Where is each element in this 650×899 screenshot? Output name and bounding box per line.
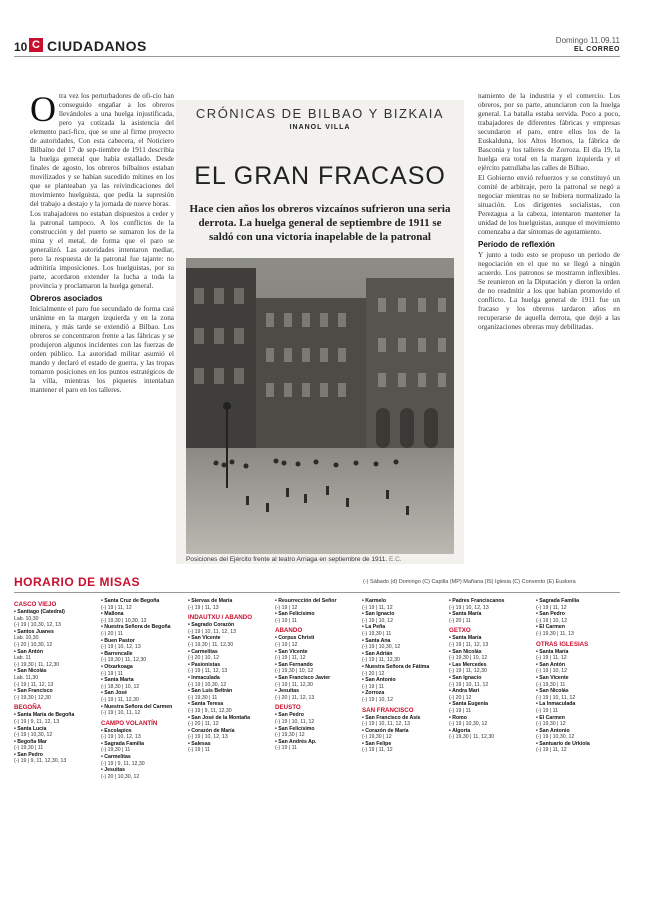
mass-times: (-) 19 | 11, 12, 13 <box>449 641 489 648</box>
byline: INANOL VILLA <box>289 124 351 131</box>
mass-church-name: • Santa Marta <box>101 677 134 684</box>
mass-church-name: • Carmelitas <box>188 648 218 655</box>
mass-church-entry <box>536 624 618 637</box>
mass-church-name: • El Carmen <box>536 624 565 631</box>
mass-times: (-) 19 | 10,30, 12 <box>14 732 53 739</box>
mass-schedule-rule <box>14 592 620 593</box>
mass-times: (-) 20 | 10, 12 <box>188 655 220 662</box>
mass-church-name: • Nuestra Señora del Carmen <box>101 703 173 710</box>
mass-church-entry <box>275 649 357 662</box>
mass-church-name: • Corpus Christi <box>275 635 315 642</box>
mass-church-name: • Santos Juanes <box>14 628 54 635</box>
mass-church-entry <box>449 649 531 662</box>
mass-times: (-) 19 | 10, 11, 12, 13 <box>362 721 410 728</box>
mass-church-entry <box>536 728 618 741</box>
mass-church-entry <box>362 611 444 624</box>
mass-times: Lab. 10,30 <box>14 615 39 622</box>
mass-church-entry <box>275 688 357 701</box>
mass-church-name: • San Ignacio <box>362 611 395 618</box>
page-number: 10 <box>14 40 28 54</box>
mass-church-name: • Jesuitas <box>101 767 126 774</box>
mass-times: (-) 19 | 11, 12,30 <box>362 657 400 664</box>
mass-times: (-) 19 | 10, 11, 12, 13 <box>188 628 236 635</box>
mass-times: (-) 19 | 11, 12 <box>536 655 567 662</box>
mass-times: (-) 19 | 10, 11, 12 <box>536 694 576 701</box>
mass-times: (-) 19 | 10, 12, 13 <box>188 734 228 741</box>
mass-church-entry <box>449 715 531 728</box>
deck: Hace cien años los obreros vizcaínos sufrieron una seria derrota. La huelga general de septiembre de 1911 se saldó con una victoria inapelable de la patronal <box>189 203 451 243</box>
mass-church-entry <box>188 649 270 662</box>
mass-church-entry <box>536 715 618 728</box>
mass-church-name: • San Francisco de Asís <box>362 714 421 721</box>
mass-church-entry <box>101 754 183 767</box>
headline: EL GRAN FRACASO <box>194 162 446 190</box>
mass-times: Lab. 10,30 <box>14 635 39 642</box>
mass-times: (-) 19,30 | 11 <box>362 630 392 637</box>
mass-church-entry <box>449 675 531 688</box>
mass-church-entry <box>14 752 96 765</box>
mass-church-entry <box>188 688 270 701</box>
historic-photo <box>186 258 454 554</box>
mass-church-name: • La Peña <box>362 624 386 631</box>
mass-times: (-) 18,30 | 10, 12 <box>101 683 140 690</box>
mass-church-entry <box>536 662 618 675</box>
mass-church-entry <box>14 629 96 642</box>
header-rule <box>14 56 620 57</box>
mass-times: (-) 19,30 | 11, 13 <box>536 630 574 637</box>
mass-times: (-) 19 | 10, 12 <box>362 696 394 703</box>
mass-church-name: • Santa Lucía <box>14 725 47 732</box>
mass-church-entry <box>449 635 531 648</box>
mass-church-entry <box>188 622 270 635</box>
mass-church-entry <box>536 701 618 714</box>
mass-times: (-) 19 | 12 <box>275 604 298 611</box>
mass-church-name: • San Pedro <box>536 611 565 618</box>
mass-zone-heading: GETXO <box>449 627 471 635</box>
mass-times: (-) 19,30 | 10,30, 12 <box>101 617 147 624</box>
mass-times: (-) 19 | 11, 12,30 <box>449 668 487 675</box>
mass-times: (-) 19 | 10, 12, 13 <box>101 644 141 651</box>
mass-church-name: • San José de la Montaña <box>188 714 251 721</box>
mass-church-entry <box>14 642 96 649</box>
article-body: Inicialmente el paro fue secundado de forma casi unánime en la margen izquierda y en la zona minera, y más tarde se extendió a Bilbao. Los obreros se concentraron frente a las fábricas y se produjeron algunos incidentes con las fuerzas de orden público. La autoridad militar asumió el mando y declaró el estado de guerra, y las tropas tomaron posiciones en los puntos estratégicos de la villa, mientras los piquetes intentaban mantener el paro en los talleres. <box>30 305 174 394</box>
section-logo: C <box>29 38 43 52</box>
mass-church-name: • San Felicísimo <box>275 725 315 732</box>
mass-times: (-) 19 | 10,30, 12 <box>449 721 488 728</box>
mass-times: (-) 19 | 9, 11, 12,30 <box>188 707 232 714</box>
mass-times: (-) 20 | 11, 12 <box>188 721 219 728</box>
mass-times: (-) 19,30 | 11, 12,30 <box>14 661 60 668</box>
mass-times: (-) 19 | 11 <box>275 617 298 624</box>
mass-zone-heading: CAMPO VOLANTÍN <box>101 719 158 727</box>
mass-church-name: • San Ignacio <box>449 674 482 681</box>
mass-church-entry <box>275 635 357 648</box>
mass-times: (-) 19 | 10, 12 <box>536 617 568 624</box>
historic-photo-illustration <box>186 258 454 554</box>
mass-church-entry <box>188 598 270 611</box>
mass-church-name: • El Carmen <box>536 714 565 721</box>
mass-church-name: • San Adrián <box>362 650 393 657</box>
mass-times: (-) 19 | 10, 12 <box>536 668 568 675</box>
mass-church-name: • Karmelo <box>362 598 387 604</box>
mass-church-entry <box>362 728 444 741</box>
mass-church-name: • Sagrado Corazón <box>188 622 235 629</box>
mass-church-name: • Sagrada Familia <box>101 740 145 747</box>
mass-church-name: • Padres Franciscanos <box>449 598 505 604</box>
subheading: Obreros asociados <box>30 294 103 303</box>
mass-church-entry <box>362 664 444 677</box>
mass-times: (-) 19,30 | 12 <box>275 732 305 739</box>
article-column-4 <box>478 92 620 564</box>
mass-church-name: • Zorroza <box>362 690 385 697</box>
mass-times: (-) 19 | 11, 12 <box>101 604 132 611</box>
mass-church-name: • Nuestra Señora de Begoña <box>101 624 171 631</box>
mass-church-name: • La Inmaculada <box>536 701 576 708</box>
mass-times: (-) 20 | 10,30, 12 <box>101 773 140 780</box>
photo-credit: E.C. <box>388 556 402 563</box>
drop-cap: O <box>30 92 56 129</box>
article-body: Los trabajadores no estaban dispuestos a ceder y la patronal tampoco. A los conflictos de la construcción y del puerto se sumaron los de la mina y el metal, de forma que el paro se generalizó. Las autoridades intentaron mediar, pero la respuesta de la patronal fue tajante: no admitiría imposiciones. Los huelguistas, por su parte, acordaron extender la lucha a toda la provincia y proclamaron la huelga general. <box>30 210 174 290</box>
mass-times: (-) 19,30 | 11, 12,30 <box>101 657 147 664</box>
mass-church-entry <box>101 690 183 703</box>
mass-church-entry <box>14 622 96 629</box>
mass-times: (-) 19 | 11 <box>275 745 298 752</box>
mass-times: (-) 19 | 10, 11, 12 <box>101 710 141 717</box>
mass-times: (-) 19 | 10,30, 12 <box>188 681 227 688</box>
mass-schedule-column <box>14 598 96 765</box>
mass-times: (-) 19 | 11, 12,30 <box>275 681 313 688</box>
mass-times: (-) 19 | 11, 12 <box>536 604 567 611</box>
mass-times: (-) 19 | 11 <box>536 707 559 714</box>
mass-church-name: • Barrencalle <box>101 650 133 657</box>
mass-times: Lab. 11 <box>14 655 31 662</box>
mass-church-entry <box>14 662 96 669</box>
mass-times: (-) 19 | 9, 11, 12, 13 <box>14 718 60 725</box>
mass-church-entry <box>275 611 357 624</box>
mass-times: (-) 19,30 | 12,30 <box>14 694 51 701</box>
mass-church-entry <box>101 651 183 664</box>
mass-church-entry <box>362 690 444 703</box>
article-body: El Gobierno envió refuerzos y se constituyó un comité de arbitraje, pero la patronal se negó a negociar mientras no se hubiera normalizado la situación. Los dirigentes socialistas, con Perezagua a la cabeza, intentaron mantener la unidad de los huelguistas, aunque el movimiento comenzaba a dar síntomas de agotamiento. <box>478 174 620 236</box>
mass-church-entry <box>275 598 357 611</box>
mass-times: (-) 19 | 11, 12 <box>362 604 393 611</box>
mass-church-entry <box>362 624 444 637</box>
mass-times: (-) 19 | 11, 12,30 <box>101 696 139 703</box>
mass-church-name: • San Antón <box>536 661 565 668</box>
mass-church-entry <box>536 611 618 624</box>
mass-church-name: • San Felipe <box>362 740 392 747</box>
mass-church-entry <box>275 675 357 688</box>
mass-times: (-) 20 | 12 <box>449 694 472 701</box>
mass-times: (-) 19,30 | 10, 12 <box>449 655 488 662</box>
mass-church-entry <box>449 688 531 701</box>
mass-church-name: • Resurrección del Señor <box>275 598 337 604</box>
mass-times: (-) 19 | 11, 12, 13 <box>14 681 54 688</box>
mass-church-entry <box>188 635 270 648</box>
mass-church-entry <box>449 728 531 741</box>
mass-church-entry <box>275 726 357 739</box>
mass-times: (-) 19,30 | 12 <box>536 721 566 728</box>
mass-church-entry <box>536 741 618 754</box>
mass-church-name: • Inmaculada <box>188 674 220 681</box>
mass-church-name: • Carmelitas <box>101 754 131 761</box>
mass-times: (-) 19 | 11, 12 <box>362 747 393 754</box>
mass-zone-heading: DEUSTO <box>275 704 301 712</box>
mass-times: (-) 19,30 | 11 <box>536 681 566 688</box>
mass-times: (-) 20 | 12 <box>362 670 385 677</box>
mass-church-name: • Santa Cruz de Begoña <box>101 598 160 604</box>
mass-church-entry <box>449 662 531 675</box>
mass-times: (-) 19 | 11 <box>101 670 124 677</box>
mass-church-entry <box>14 739 96 752</box>
article-lead: tra vez los perturbadores de ofi-cio han conseguido engañar a los obreros llevándoles a una huelga injustificada, pero ya cotizada la asistencia del elemento pací-fico, que se une al firme proyecto de autoridades, Con esta cabecera, el Noticiero Bilbaíno del 17 de sep-tiembre de 1911 describía la huelga general que había estallado. Desde finales de agosto, los obreros bilbaínos estaban movilizados y se habían sucedido mítines en los que se planteaban ya las reivindicaciones del movimiento huelguista, que pedía la supresión del trabajo a destajo y la jornada de nueve horas. <box>30 92 174 208</box>
series-kicker: CRÓNICAS DE BILBAO Y BIZKAIA <box>195 106 445 121</box>
mass-church-entry <box>275 712 357 725</box>
mass-times: (-) 19 | 9, 11, 12,30 <box>101 760 145 767</box>
mass-church-entry <box>101 611 183 624</box>
mass-times: (-) 19 | 10, 12 <box>362 617 394 624</box>
mass-church-name: • Begoña Mar <box>14 738 47 745</box>
mass-church-name: • Santa Ana <box>362 637 391 644</box>
mass-times: (-) 19 | 10, 11, 12 <box>275 718 315 725</box>
mass-church-name: • Pasionistas <box>188 661 221 668</box>
mass-church-entry <box>449 611 531 624</box>
mass-church-name: • San Pedro <box>275 712 304 719</box>
mass-times: (-) 19,30 | 12 <box>362 734 392 741</box>
caption-text: Posiciones del Ejército frente al teatro Arriaga en septiembre de 1911. <box>186 556 388 563</box>
mass-church-name: • San Antón <box>14 648 43 655</box>
mass-church-name: • San Pedro <box>14 751 43 758</box>
issue-date: Domingo 11.09.11 <box>555 36 620 45</box>
mass-times: (-) 20 | 11, 12, 13 <box>275 694 315 701</box>
mass-zone-heading: INDAUTXU / ABANDO <box>188 614 253 622</box>
mass-times: (-) 20 | 10,30, 12 <box>14 641 53 648</box>
mass-zone-heading: BEGOÑA <box>14 704 42 712</box>
mass-times: (-) 19 | 10, 12, 13 <box>449 604 489 611</box>
article-column-1 <box>30 92 174 568</box>
newspaper-name: EL CORREO <box>574 46 620 53</box>
mass-church-name: • San Fernando <box>275 661 313 668</box>
mass-church-entry <box>14 682 96 689</box>
photo-caption <box>186 556 454 563</box>
mass-church-name: • Santiago (Catedral) <box>14 609 65 615</box>
mass-schedule-column <box>536 598 618 754</box>
mass-times: (-) 19 | 11, 12, 13 <box>188 668 228 675</box>
mass-times: (-) 19,30 | 11, 12,30 <box>449 734 495 741</box>
mass-schedule-column <box>101 598 183 780</box>
mass-church-name: • San Andrés Ap. <box>275 738 317 745</box>
mass-church-entry <box>275 739 357 752</box>
mass-schedule-column <box>275 598 357 752</box>
mass-church-name: • Romo <box>449 714 467 721</box>
mass-church-name: • San Nicolás <box>14 668 47 675</box>
mass-church-name: • Santa Eugenia <box>449 701 489 708</box>
mass-church-name: • Nuestra Señora de Fátima <box>362 663 430 670</box>
mass-church-entry <box>536 598 618 611</box>
mass-church-entry <box>101 704 183 717</box>
mass-church-name: • Salesas <box>188 740 211 747</box>
mass-schedule-legend: (-) Sábado (d) Domingo (C) Capilla (MP) Mañana (IS) Iglesia (C) Convento (E) Euskera <box>363 579 576 585</box>
mass-schedule-column <box>188 598 270 754</box>
mass-times: (-) 19 | 10, 11, 12 <box>449 681 489 688</box>
mass-church-entry <box>188 715 270 728</box>
mass-times: (-) 19 | 10, 12, 13 <box>101 734 141 741</box>
mass-church-entry <box>362 715 444 728</box>
mass-church-name: • San Nicolás <box>536 688 569 695</box>
mass-church-entry <box>188 701 270 714</box>
mass-church-entry <box>14 712 96 725</box>
mass-church-entry <box>101 741 183 754</box>
mass-church-name: • San Francisco <box>14 688 53 695</box>
mass-church-name: • Jesuitas <box>275 688 300 695</box>
mass-church-entry <box>275 662 357 675</box>
mass-church-name: • San Luis Beltrán <box>188 688 233 695</box>
mass-zone-heading: OTRAS IGLESIAS <box>536 640 589 648</box>
subheading: Período de reflexión <box>478 240 555 249</box>
mass-church-entry <box>101 598 183 611</box>
mass-church-entry <box>362 677 444 690</box>
mass-church-entry <box>101 638 183 651</box>
mass-church-entry <box>188 728 270 741</box>
mass-zone-heading: ABANDO <box>275 627 303 635</box>
mass-times: (-) 19,30 | 11 <box>101 747 131 754</box>
mass-church-name: • Otxarkoaga <box>101 663 133 670</box>
mass-zone-heading: CASCO VIEJO <box>14 601 57 608</box>
mass-church-entry <box>536 675 618 688</box>
mass-times: (-) 19 | 10,30, 12, 13 <box>14 622 61 629</box>
mass-times: (-) 19,30 | 11 <box>14 745 44 752</box>
mass-times: (-) 20 | 11 <box>101 630 124 637</box>
mass-church-entry <box>101 677 183 690</box>
mass-church-name: • Santuario de Urkiola <box>536 740 590 747</box>
mass-church-name: • Escolapios <box>101 727 132 734</box>
mass-schedule-column <box>449 598 531 741</box>
section-title: CIUDADANOS <box>47 38 147 54</box>
mass-church-name: • San Vicente <box>536 674 569 681</box>
mass-church-name: • Corazón de María <box>362 727 409 734</box>
mass-schedule-column <box>362 598 444 754</box>
mass-church-name: • San José <box>101 690 128 697</box>
mass-church-entry <box>536 688 618 701</box>
mass-church-name: • Santa Teresa <box>188 701 224 708</box>
mass-times: (-) 19 | 10,30, 12 <box>536 734 575 741</box>
mass-times: (-) 19 | 11 <box>362 683 385 690</box>
mass-times: (-) 19 | 12 <box>275 641 298 648</box>
mass-church-entry <box>362 638 444 651</box>
mass-church-entry <box>362 741 444 754</box>
mass-church-name: • Algorta <box>449 727 471 734</box>
mass-church-entry <box>101 767 183 780</box>
mass-church-entry <box>14 726 96 739</box>
mass-church-name: • San Felicísimo <box>275 611 315 618</box>
mass-church-name: • Las Mercedes <box>449 661 487 668</box>
mass-church-name: • Santa María <box>449 635 482 642</box>
mass-church-entry <box>14 649 96 662</box>
mass-church-name: • Santa María <box>449 611 482 618</box>
mass-church-entry <box>14 668 96 681</box>
mass-church-entry <box>14 609 96 622</box>
mass-church-entry <box>188 662 270 675</box>
mass-church-name: • Sagrada Familia <box>536 598 580 604</box>
mass-times: Lab. 11,30 <box>14 674 39 681</box>
mass-church-entry <box>188 741 270 754</box>
mass-times: (-) 19 | 11 <box>188 747 211 754</box>
mass-zone-heading: SAN FRANCISCO <box>362 706 414 714</box>
mass-church-entry <box>536 649 618 662</box>
mass-times: (-) 19 | 11, 13 <box>188 604 219 611</box>
mass-church-name: • Siervas de María <box>188 598 233 604</box>
mass-church-entry <box>362 598 444 611</box>
mass-church-name: • Buen Pastor <box>101 637 135 644</box>
mass-church-entry <box>188 675 270 688</box>
mass-church-name: • Santa María de Begoña <box>14 712 75 719</box>
mass-church-entry <box>362 651 444 664</box>
mass-church-name: • San Antonio <box>362 677 396 684</box>
mass-church-entry <box>101 728 183 741</box>
mass-church-name: • San Vicente <box>275 648 308 655</box>
mass-times: (-) 19 | 11, 12 <box>536 747 567 754</box>
mass-church-name: • Andra Mari <box>449 688 480 695</box>
mass-church-name: • San Vicente <box>188 635 221 642</box>
mass-times: (-) 19 | 11 <box>449 707 472 714</box>
mass-times: (-) 19,30 | 11 <box>188 694 218 701</box>
mass-times: (-) 19 | 10,30, 12 <box>362 644 401 651</box>
mass-church-entry <box>101 664 183 677</box>
mass-church-name: • San Antonio <box>536 727 570 734</box>
mass-schedule-title: HORARIO DE MISAS <box>14 575 141 589</box>
mass-church-entry <box>449 598 531 611</box>
mass-church-name: • San Nicolás <box>449 648 482 655</box>
mass-times: (-) 19 | 11, 12 <box>275 655 306 662</box>
mass-church-name: • Corazón de María <box>188 727 235 734</box>
mass-church-name: • Santa María <box>536 648 569 655</box>
article-body: namiento de la industria y el comercio. Los obreros, por su parte, anunciaron con la huelga general. La batalla estaba servida. Poco a poco, trabajadores de diferentes fábricas y empresas secundaron el paro, entre ellos los de la Euskalduna, los Altos Hornos, la fábrica de Basconia y los talleres de Zorroza. El día 19, la huelga era total en la margen izquierda y el ejército patrullaba las calles de Bilbao. <box>478 92 620 172</box>
mass-times: (-) 19,30 | 10, 12 <box>275 668 314 675</box>
article-body: Y junto a todo esto se propuso un período de negociación en el que no se llegó a ningún acuerdo. Los patronos se mostraron inflexibles. Se reunieron en la Diputación y dieron la orden de no readmitir a los que habían promovido el conflicto. La huelga general de 1911 fue un fracaso y los obreros tardaron años en recuperarse de aquella derrota, que dejó a las organizaciones obreras muy debilitadas. <box>478 251 620 331</box>
mass-times: (-) 19 | 9, 11, 12,30, 13 <box>14 758 67 765</box>
mass-church-entry <box>14 688 96 701</box>
mass-church-entry <box>449 701 531 714</box>
mass-times: (-) 20 | 11 <box>449 617 472 624</box>
mass-church-name: • San Francisco Javier <box>275 674 331 681</box>
mass-church-name: • Mallona <box>101 611 124 618</box>
mass-church-entry <box>101 624 183 637</box>
mass-times: (-) 19,30 | 11, 12,30 <box>188 641 234 648</box>
